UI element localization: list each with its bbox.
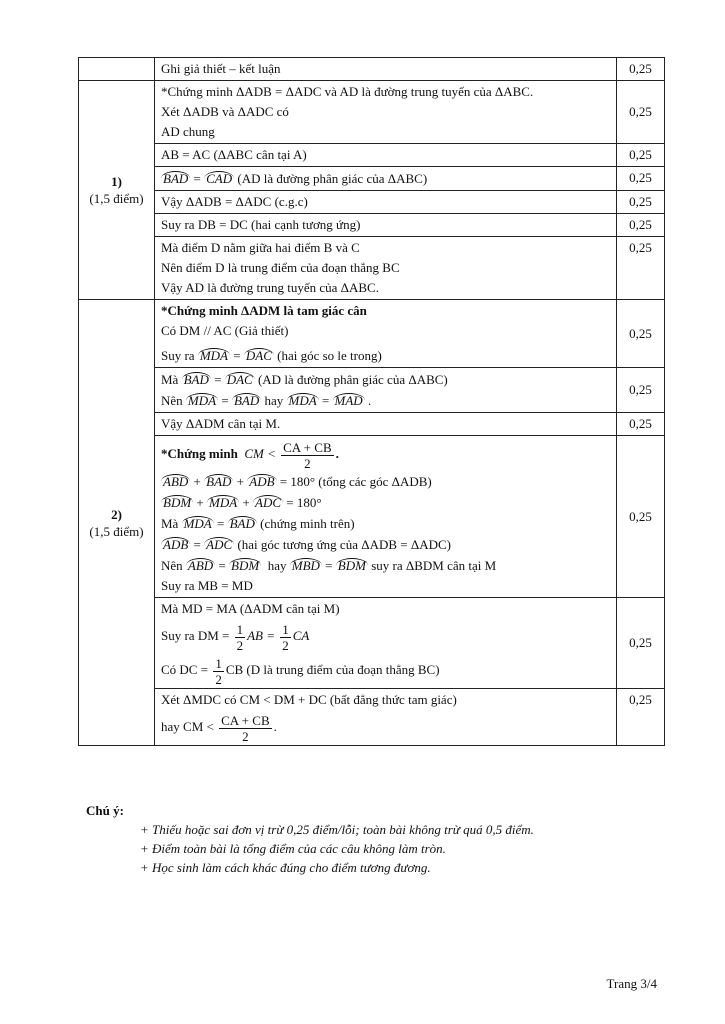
- table-row: [79, 300, 665, 368]
- score: 0,25: [617, 144, 665, 167]
- angle-BDM: BDM: [163, 495, 192, 510]
- table-row: [79, 413, 665, 436]
- fraction: $\frac{1}{2}$: [236, 621, 244, 653]
- table-row: [79, 689, 665, 746]
- angle-MDA: MDA: [209, 495, 238, 510]
- note-item: + Thiếu hoặc sai đơn vị trừ 0,25 điểm/lỗi; toàn bài không trừ quá 0,5 điểm.: [140, 822, 534, 837]
- angle-DAC: DAC: [245, 348, 272, 363]
- table-row: [79, 167, 665, 191]
- step-text: Mà điểm D nằm giữa hai điểm B và C Nên điểm D là trung điểm của đoạn thẳng BC Vậy AD là đường trung tuyến của ΔABC.: [155, 237, 617, 300]
- angle-BAD: BAD: [206, 474, 232, 489]
- angle-ADC: ADC: [255, 495, 282, 510]
- note-item: + Học sinh làm cách khác đúng cho điểm tương đương.: [140, 860, 431, 875]
- angle-ABD: ABD: [187, 558, 214, 573]
- angle-MAD: MAD: [334, 393, 363, 408]
- score: 0,25: [617, 598, 665, 689]
- angle-MDA: MDA: [199, 348, 229, 363]
- angle-BAD: BAD: [183, 372, 209, 387]
- part-cell-empty: [79, 58, 155, 81]
- angle-MDA: MDA: [288, 393, 317, 408]
- score: 0,25: [617, 689, 665, 746]
- score: 0,25: [617, 81, 665, 144]
- score: 0,25: [617, 436, 665, 598]
- table-row: [79, 436, 665, 598]
- angle-DAC: DAC: [226, 372, 253, 387]
- score: 0,25: [617, 368, 665, 413]
- table-row: [79, 81, 665, 144]
- notes-title: Chú ý:: [86, 803, 124, 818]
- table-row: [79, 598, 665, 689]
- angle-MBD: MBD: [291, 558, 320, 573]
- score: 0,25: [617, 58, 665, 81]
- table-row: [79, 58, 665, 81]
- angle-ABD: ABD: [163, 474, 189, 489]
- score: 0,25: [617, 167, 665, 191]
- score: 0,25: [617, 413, 665, 436]
- table-row: [79, 144, 665, 167]
- step-text: Mà MD = MA (ΔADM cân tại M) Suy ra DM = $\frac{1}{2}$ AB = $\frac{1}{2}$ CA Có DC = $\frac{1}{2}$ CB (D là trung điểm của đoạn thẳng BC): [155, 598, 617, 689]
- angle-BAD: BAD: [163, 171, 189, 186]
- angle-BAD: BAD: [233, 393, 260, 408]
- step-text: Mà BAD = DAC (AD là đường phân giác của ΔABC) Nên MDA = BAD hay MDA = MAD .: [155, 368, 617, 413]
- fraction: $\frac{1}{2}$: [282, 621, 289, 653]
- step-text: BAD = CAD (AD là đường phân giác của ΔABC): [155, 167, 617, 191]
- angle-ADC: ADC: [206, 537, 233, 552]
- table-row: [79, 214, 665, 237]
- step-text: AB = AC (ΔABC cân tại A): [155, 144, 617, 167]
- notes: [86, 801, 686, 877]
- step-text: Xét ΔMDC có CM < DM + DC (bất đẳng thức tam giác) hay CM < $\frac{CA + CB}{2}$ .: [155, 689, 617, 746]
- fraction: $\frac{CA + CB}{2}$: [283, 439, 332, 471]
- angle-ADB: ADB: [249, 474, 275, 489]
- angle-MDA: MDA: [183, 516, 212, 531]
- angle-ADB: ADB: [163, 537, 189, 552]
- step-text: *Chứng minh ΔADM là tam giác cân Có DM // AC (Giả thiết) Suy ra MDA = DAC (hai góc so le trong): [155, 300, 617, 368]
- page-number: Trang 3/4: [606, 976, 657, 991]
- step-text: Vậy ΔADM cân tại M.: [155, 413, 617, 436]
- angle-CAD: CAD: [206, 171, 233, 186]
- table-row: [79, 368, 665, 413]
- table-row: [79, 191, 665, 214]
- note-item: + Điểm toàn bài là tổng điểm của các câu không làm tròn.: [140, 841, 446, 856]
- fraction: $\frac{CA + CB}{2}$: [221, 712, 270, 744]
- score: 0,25: [617, 191, 665, 214]
- angle-BDM: BDM: [231, 558, 260, 573]
- step-text: Vậy ΔADB = ΔADC (c.g.c): [155, 191, 617, 214]
- step-text: *Chứng minh ΔADB = ΔADC và AD là đường trung tuyến của ΔABC. Xét ΔADB và ΔADC có AD chung: [155, 81, 617, 144]
- fraction: $\frac{1}{2}$: [215, 655, 222, 687]
- score: 0,25: [617, 237, 665, 300]
- step-text: Ghi giả thiết – kết luận: [155, 58, 617, 81]
- score: 0,25: [617, 214, 665, 237]
- step-text: Suy ra DB = DC (hai cạnh tương ứng): [155, 214, 617, 237]
- score: 0,25: [617, 300, 665, 368]
- table-row: [79, 237, 665, 300]
- angle-BAD: BAD: [229, 516, 255, 531]
- step-text: *Chứng minh CM < $\frac{CA + CB}{2}$ . ABD + BAD + ADB = 180° (tổng các góc ΔADB) BDM + MDA + ADC = 180° Mà MDA = BAD (chứng minh trên) ADB = ADC (hai góc tương ứng của ΔADB = ΔADC) Nên ABD = BDM hay MBD = BDM suy ra ΔBDM cân tại M Suy ra MB = MD: [155, 436, 617, 598]
- part-1-label: 1) (1,5 điểm): [79, 81, 155, 300]
- part-2-label: 2) (1,5 điểm): [79, 300, 155, 746]
- angle-MDA: MDA: [187, 393, 217, 408]
- angle-BDM: BDM: [337, 558, 366, 573]
- grading-table: [78, 57, 665, 746]
